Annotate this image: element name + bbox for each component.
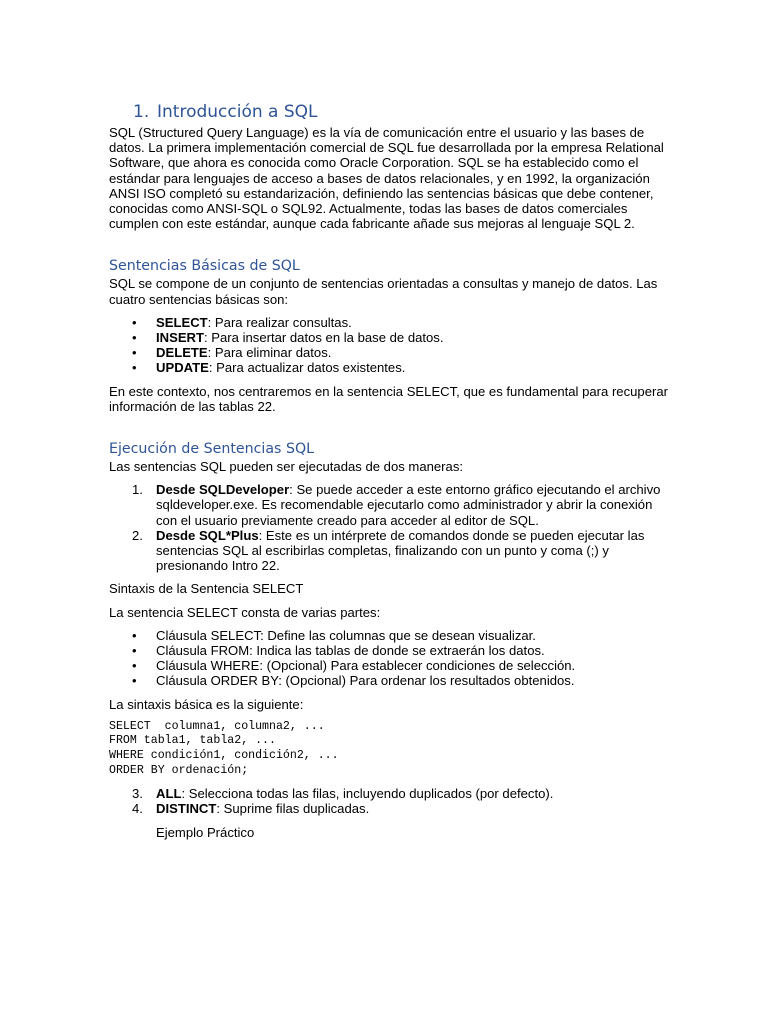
list-item bbox=[109, 345, 669, 360]
list-desc: : Para insertar datos en la base de datos. bbox=[204, 330, 444, 346]
bullet-icon: • bbox=[132, 360, 137, 376]
exec-paragraph: Las sentencias SQL pueden ser ejecutadas de dos maneras: bbox=[109, 459, 463, 475]
list-term: Desde SQLDeveloper bbox=[156, 482, 290, 498]
list-item bbox=[109, 315, 669, 330]
sql-code-block: SELECT columna1, columna2, ... FROM tabla1, tabla2, ... WHERE condición1, condición2, ... ORDER BY ordenación; bbox=[109, 719, 339, 777]
list-desc: : Para eliminar datos. bbox=[207, 345, 332, 361]
list-item bbox=[109, 360, 669, 375]
heading-number: 1. bbox=[133, 102, 150, 122]
select-options-list bbox=[109, 786, 669, 816]
clause-text: Cláusula SELECT: Define las columnas que se desean visualizar. bbox=[156, 627, 536, 643]
list-item bbox=[109, 658, 669, 673]
clauses-list bbox=[109, 628, 669, 689]
list-item bbox=[109, 801, 669, 816]
list-term: DISTINCT bbox=[156, 801, 217, 817]
bullet-icon: • bbox=[132, 673, 137, 689]
list-desc: : Se puede acceder a este entorno gráfico ejecutando el archivo sqldeveloper.exe. Es recomendable ejecutarlo como administrador y abrir la conexión con el usuario previamente creado para acceder al editor de SQL. bbox=[156, 482, 661, 528]
basic-statements-list bbox=[109, 315, 669, 376]
list-term: DELETE bbox=[156, 345, 208, 361]
execution-methods-list bbox=[109, 482, 669, 573]
list-item bbox=[109, 786, 669, 801]
bullet-icon: • bbox=[132, 643, 137, 659]
heading-introduction bbox=[133, 102, 669, 122]
heading-basic-statements: Sentencias Básicas de SQL bbox=[109, 258, 300, 275]
list-number: 4. bbox=[132, 801, 143, 817]
intro-paragraph: SQL (Structured Query Language) es la vía de comunicación entre el usuario y las bases de datos. La primera implementación comercial de SQL fue desarrollada por la empresa Relational Software, que ahora es conocida como Oracle Corporation. SQL se ha establecido como el estándar para lenguajes de acceso a bases de datos relacionales, y en 1992, la organización ANSI ISO completó su estandarización, definiendo las sentencias básicas que debe contener, conocidas como ANSI-SQL o SQL92. Actualmente, todas las bases de datos comerciales cumplen con este estándar, aunque cada fabricante añade sus mejoras al lenguaje SQL 2. bbox=[109, 125, 664, 232]
list-item bbox=[109, 528, 669, 574]
clause-text: Cláusula ORDER BY: (Opcional) Para ordenar los resultados obtenidos. bbox=[156, 673, 575, 689]
list-item bbox=[109, 482, 669, 528]
list-number: 3. bbox=[132, 786, 143, 802]
list-desc: : Este es un intérprete de comandos donde se pueden ejecutar las sentencias SQL al escribirlas completas, finalizando con un punto y coma (;) y presionando Intro 22. bbox=[156, 527, 645, 574]
list-item bbox=[109, 628, 669, 643]
syntax-intro: La sentencia SELECT consta de varias partes: bbox=[109, 604, 381, 620]
list-desc: : Para realizar consultas. bbox=[207, 314, 352, 330]
clause-text: Cláusula FROM: Indica las tablas de donde se extraerán los datos. bbox=[156, 643, 545, 659]
list-term: INSERT bbox=[156, 330, 205, 346]
syntax-title: Sintaxis de la Sentencia SELECT bbox=[109, 581, 304, 597]
bullet-icon: • bbox=[132, 627, 137, 643]
heading-execution: Ejecución de Sentencias SQL bbox=[109, 441, 315, 458]
example-heading: Ejemplo Práctico bbox=[156, 824, 255, 840]
basic-closing-paragraph: En este contexto, nos centraremos en la sentencia SELECT, que es fundamental para recuperar información de las tablas 22. bbox=[109, 383, 668, 414]
heading-title: Introducción a SQL bbox=[157, 102, 318, 122]
list-number: 2. bbox=[132, 527, 143, 543]
list-desc: : Selecciona todas las filas, incluyendo duplicados (por defecto). bbox=[181, 786, 554, 802]
document-page bbox=[109, 102, 669, 840]
clause-text: Cláusula WHERE: (Opcional) Para establecer condiciones de selección. bbox=[156, 658, 576, 674]
list-item bbox=[109, 643, 669, 658]
list-desc: : Para actualizar datos existentes. bbox=[208, 360, 406, 376]
bullet-icon: • bbox=[132, 345, 137, 361]
list-term: UPDATE bbox=[156, 360, 209, 376]
list-item bbox=[109, 330, 669, 345]
list-term: Desde SQL*Plus bbox=[156, 527, 259, 543]
bullet-icon: • bbox=[132, 658, 137, 674]
list-number: 1. bbox=[132, 482, 143, 498]
list-term: ALL bbox=[156, 786, 182, 802]
bullet-icon: • bbox=[132, 314, 137, 330]
basic-paragraph: SQL se compone de un conjunto de sentencias orientadas a consultas y manejo de datos. Las cuatro sentencias básicas son: bbox=[109, 276, 658, 307]
list-term: SELECT bbox=[156, 314, 208, 330]
syntax-basic-label: La sintaxis básica es la siguiente: bbox=[109, 696, 304, 712]
list-item bbox=[109, 673, 669, 688]
bullet-icon: • bbox=[132, 330, 137, 346]
list-desc: : Suprime filas duplicadas. bbox=[216, 801, 370, 817]
